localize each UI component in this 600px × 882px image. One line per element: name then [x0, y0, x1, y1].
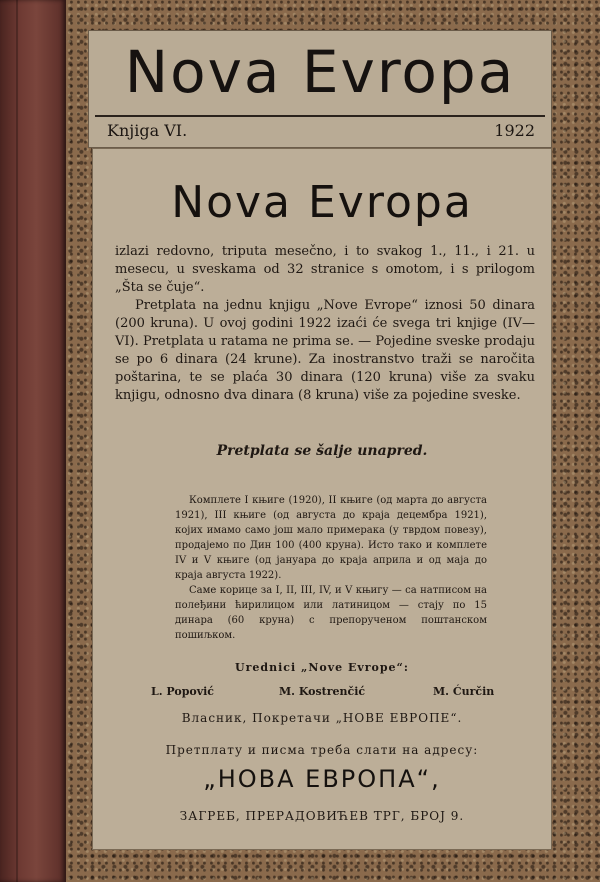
intro-paragraph: izlazi redovno, triputa mesečno, i to svakog 1., 11., i 21. u mesecu, u sveskama od 32 stranice s omotom, i s prilogom „Šta se čuje“. [115, 244, 535, 295]
page-title: Nova Evropa [171, 177, 473, 228]
editor-name: M. Ćurčin [433, 685, 495, 698]
book-number: Knjiga VI. [107, 121, 188, 140]
cyrillic-notice [175, 493, 487, 643]
publication-name: „НОВА ЕВРОПА“, [203, 765, 441, 793]
editor-name: L. Popović [151, 685, 215, 698]
cover-title: Nova Evropa [124, 38, 516, 106]
title-page [92, 148, 552, 850]
intro-text [115, 243, 535, 405]
cover-year: 1922 [494, 121, 535, 140]
address-line: ЗАГРЕБ, ПРЕРАДОВИЋЕВ ТРГ, БРОЈ 9. [179, 809, 465, 823]
book-spine [0, 0, 66, 882]
prepayment-note: Pretplata se šalje unapred. [216, 443, 428, 459]
title-rule [95, 115, 545, 117]
send-address-line: Претплату и писма треба слати на адресу: [165, 743, 479, 757]
cover-title-label [88, 30, 552, 148]
intro-paragraph: Pretplata na jednu knjigu „Nove Evrope“ iznosi 50 dinara (200 kruna). U ovoj godini 1922 izaći će svega tri knjige (IV—VI). Pretplata u ratama ne prima se. — Pojedine sveske prodaju se po 6 dinara (24 krune). Za inostranstvo traži se naročita poštarina, te se plaća 30 dinara (120 kruna) više za svaku knjigu, odnosno dva dinara (8 kruna) više za pojedine sveske. [115, 298, 535, 403]
cyrillic-paragraph: Саме корице за I, II, III, IV, и V књигу — са натписом на полеђини ћирилицом или латиницом — стају по 15 динара (60 круна) с препорученом поштанском пошиљком. [175, 585, 487, 641]
cyrillic-paragraph: Комплете I књиге (1920), II књиге (од марта до августа 1921), III књиге (од августа до краја децембра 1921), којих имамо само још мало примерака (у тврдом повезу), продајемо по Дин 100 (400 круна). Исто тако и комплете IV и V књиге (од јануара до краја априла и од маја до краја августа 1922). [175, 495, 487, 581]
editors-label: Urednici „Nove Evrope“: [235, 661, 409, 674]
owner-line: Власник, Покретачи „НОВЕ ЕВРОПЕ“. [181, 711, 463, 725]
editor-name: M. Kostrenčić [279, 685, 366, 698]
